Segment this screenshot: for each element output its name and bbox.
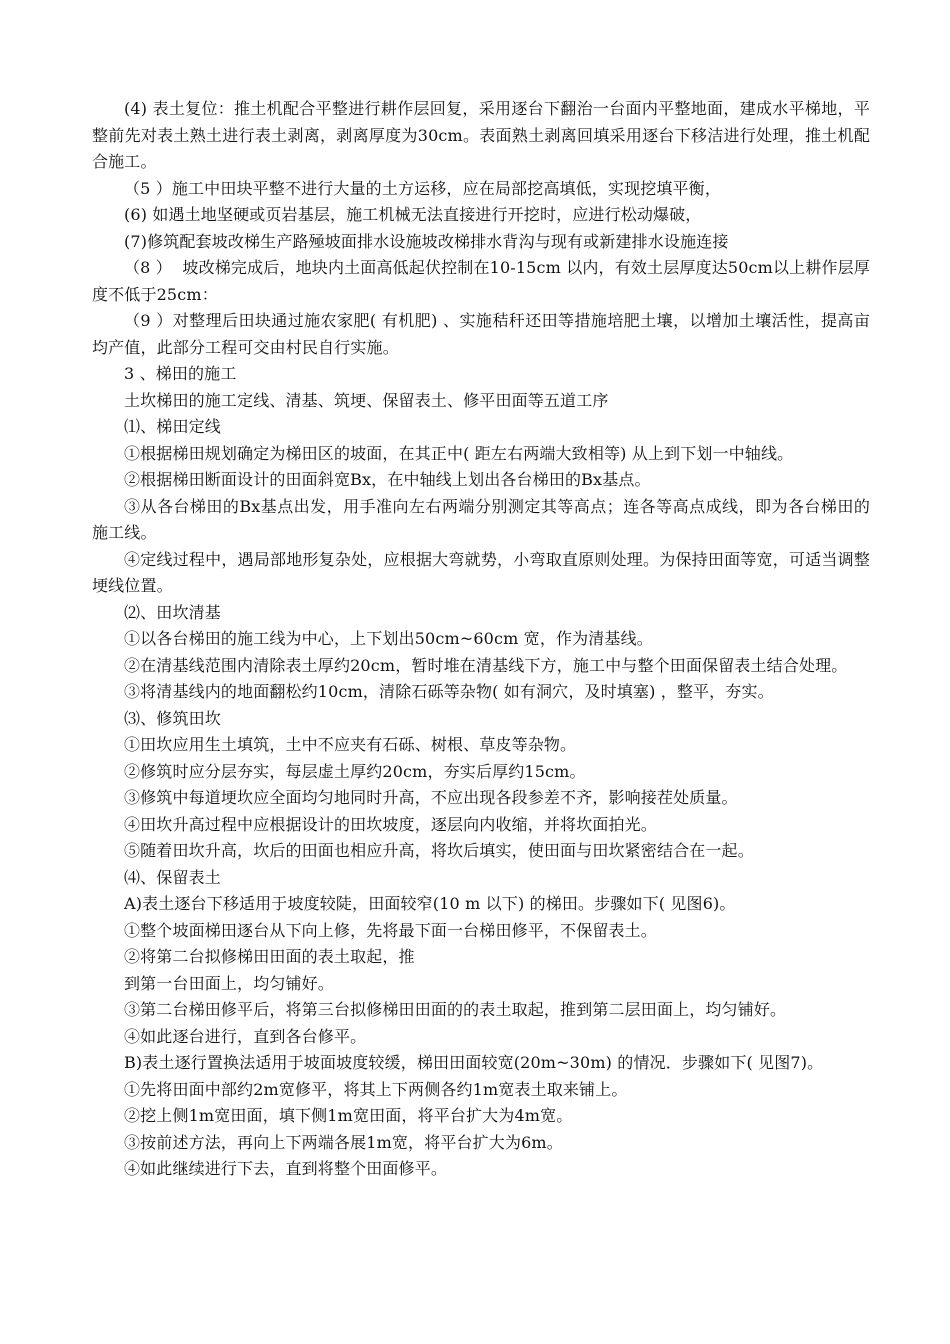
subheading-ridge-clearing: ⑵、田坎清基 bbox=[124, 602, 221, 622]
list-item: ④如此逐台进行，直到各台修平。 bbox=[124, 1026, 367, 1046]
section-heading-terrace-construction: 3 、梯田的施工 bbox=[124, 364, 237, 383]
list-item: ①整个坡面梯田逐台从下向上修，先将最下面一台梯田修平，不保留表土。 bbox=[124, 920, 657, 940]
paragraph-no-earth-transport: （5 ）施工中田块平整不进行大量的土方运移，应在局部挖高填低，实现挖填平衡， bbox=[124, 178, 721, 198]
list-item: ④田坎升高过程中应根据设计的田坎坡度，逐层向内收缩，并将坎面拍光。 bbox=[124, 814, 657, 834]
list-item: ③修筑中每道埂坎应全面均匀地同时升高，不应出现各段参差不齐，影响接茬处质量。 bbox=[124, 788, 738, 807]
list-item: ②将第二台拟修梯田田面的表土取起，推 bbox=[124, 947, 415, 966]
list-item-continuation: 到第一台田面上，均匀铺好。 bbox=[124, 973, 334, 993]
list-item: ②根据梯田断面设计的田面斜宽Bx，在中轴线上划出各台梯田的Bx基点。 bbox=[124, 470, 651, 489]
subheading-terrace-layout: ⑴、梯田定线 bbox=[124, 417, 221, 436]
list-item: ④如此继续进行下去，直到将整个田面修平。 bbox=[124, 1159, 448, 1178]
list-item: ①以各台梯田的施工线为中心，上下划出50cm~60cm 宽，作为清基线。 bbox=[124, 629, 653, 648]
paragraph-height-control: （8 ） 坡改梯完成后，地块内土面高低起伏控制在10-15cm 以内，有效土层厚度达50cm以上耕作层厚度不低于25cm： bbox=[92, 258, 870, 304]
list-item: ①田坎应用生土填筑，土中不应夹有石砾、树根、草皮等杂物。 bbox=[124, 735, 577, 754]
list-item: ③从各台梯田的Bx基点出发，用手准向左右两端分别测定其等高点；连各等高点成线，即为各台梯田的施工线。 bbox=[92, 496, 870, 542]
list-item: ③将清基线内的地面翻松约10cm，清除石砾等杂物( 如有洞穴，及时填塞) ，整平，夯实。 bbox=[124, 682, 774, 701]
list-item: ②在清基线范围内清除表土厚约20cm，暂时堆在清基线下方，施工中与整个田面保留表土结合处理。 bbox=[124, 655, 848, 675]
document-body bbox=[92, 96, 870, 1183]
paragraph-topsoil-restore: (4) 表土复位：推土机配合平整进行耕作层回复，采用逐台下翻治一台面内平整地面，建成水平梯地，平整前先对表土熟土进行表土剥离，剥离厚度为30cm。表面熟土剥离回填采用逐台下移洁进行处理，推土机配合施工。 bbox=[92, 99, 870, 171]
list-item: ①根据梯田规划确定为梯田区的坡面，在其正中( 距左右两端大致相等) 从上到下划一中轴线。 bbox=[124, 443, 794, 463]
list-item: ①先将田面中部约2m宽修平，将其上下两侧各约1m宽表土取来铺上。 bbox=[124, 1079, 628, 1099]
paragraph-method-a: A)表土逐台下移适用于坡度较陡，田面较窄(10 m 以下) 的梯田。步骤如下( 见图6)。 bbox=[124, 894, 736, 913]
paragraph-method-b: B)表土逐行置换法适用于坡面坡度较缓，梯田田面较宽(20m~30m) 的情况．步骤如下( 见图7)。 bbox=[124, 1053, 824, 1072]
paragraph-five-procedures: 土坎梯田的施工定线、清基、筑埂、保留表土、修平田面等五道工序 bbox=[124, 390, 609, 410]
subheading-keep-topsoil: ⑷、保留表土 bbox=[124, 867, 221, 887]
list-item: ②挖上侧1m宽田面，填下侧1m宽田面，将平台扩大为4m宽。 bbox=[124, 1106, 573, 1125]
list-item: ③第二台梯田修平后，将第三台拟修梯田田面的的表土取起，推到第二层田面上，均匀铺好。 bbox=[124, 1000, 787, 1019]
list-item: ④定线过程中，遇局部地形复杂处，应根据大弯就势，小弯取直原则处理。为保持田面等宽，可适当调整埂线位置。 bbox=[92, 549, 870, 595]
subheading-build-ridge: ⑶、修筑田坎 bbox=[124, 708, 221, 728]
paragraph-fertilize: （9 ）对整理后田块通过施农家肥( 有机肥) 、实施秸秆还田等措施培肥土壤，以增加土壤活性，提高亩均产值，此部分工程可交由村民自行实施。 bbox=[92, 311, 870, 357]
list-item: ⑤随着田坎升高，坎后的田面也相应升高，将坎后填实，使田面与田坎紧密结合在一起。 bbox=[124, 841, 754, 860]
list-item: ③按前述方法，再向上下两端各展1m宽，将平台扩大为6m。 bbox=[124, 1132, 563, 1152]
paragraph-loosening-blasting: (6) 如遇土地坚硬或页岩基层，施工机械无法直接进行开挖时，应进行松动爆破， bbox=[124, 205, 702, 224]
paragraph-drainage: (7)修筑配套坡改梯生产路殛坡面排水设施坡改梯排水背沟与现有或新建排水设施连接 bbox=[124, 231, 729, 251]
list-item: ②修筑时应分层夯实，每层虚土厚约20cm，夯实后厚约15cm。 bbox=[124, 761, 586, 781]
